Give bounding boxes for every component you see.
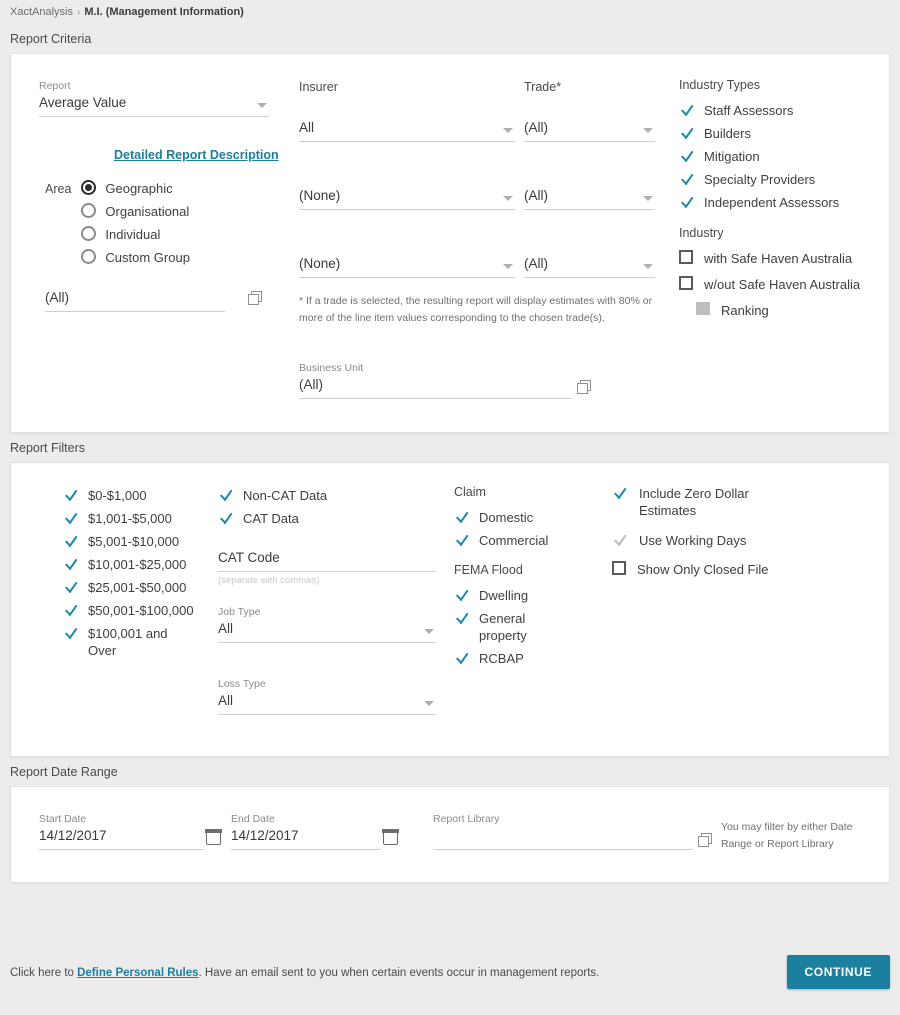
industry-type-label: Independent Assessors bbox=[704, 195, 840, 210]
chevron-down-icon bbox=[503, 264, 513, 269]
insurer-label: Insurer bbox=[299, 80, 338, 94]
option-label: Show Only Closed File bbox=[637, 562, 769, 577]
industry-type-label: Builders bbox=[704, 126, 751, 141]
check-icon bbox=[63, 556, 79, 572]
fema-flood-label: FEMA Flood bbox=[454, 563, 523, 577]
footer-text-after: . Have an email sent to you when certain events occur in management reports. bbox=[198, 967, 600, 979]
start-date-group bbox=[39, 813, 204, 850]
calendar-icon[interactable] bbox=[206, 830, 221, 845]
cat-code-placeholder: CAT Code bbox=[218, 550, 280, 565]
define-personal-rules-link[interactable]: Define Personal Rules bbox=[77, 967, 199, 979]
radio-icon bbox=[81, 249, 96, 264]
insurer-value-3: (None) bbox=[299, 256, 341, 271]
report-criteria-title: Report Criteria bbox=[10, 32, 92, 46]
check-icon bbox=[679, 194, 695, 210]
insurer-select-1[interactable] bbox=[299, 118, 515, 142]
amount-filter-label: $1,001-$5,000 bbox=[88, 511, 172, 526]
check-icon bbox=[218, 510, 234, 526]
industry-type-label: Mitigation bbox=[704, 149, 760, 164]
fema-flood-group bbox=[454, 563, 614, 673]
insurer-value-1: All bbox=[299, 120, 315, 135]
checkbox-icon bbox=[612, 561, 626, 575]
industry-item-label: with Safe Haven Australia bbox=[704, 251, 853, 266]
check-icon bbox=[679, 102, 695, 118]
footer bbox=[0, 945, 900, 1015]
area-option-label: Individual bbox=[105, 227, 161, 242]
area-option-organisational[interactable] bbox=[81, 203, 190, 220]
amount-filter-label: $25,001-$50,000 bbox=[88, 580, 187, 595]
radio-icon bbox=[81, 203, 96, 218]
chevron-down-icon bbox=[643, 196, 653, 201]
amount-filter-label: $5,001-$10,000 bbox=[88, 534, 180, 549]
check-icon bbox=[63, 579, 79, 595]
check-icon bbox=[454, 650, 470, 666]
footer-text bbox=[10, 967, 599, 979]
trade-select-2[interactable] bbox=[524, 186, 655, 210]
amount-filter-5[interactable] bbox=[63, 602, 213, 619]
detailed-report-description-link[interactable]: Detailed Report Description bbox=[114, 148, 279, 162]
fema-general-property[interactable] bbox=[454, 610, 564, 644]
check-icon bbox=[63, 625, 79, 641]
industry-label: Industry bbox=[679, 226, 724, 240]
trade-value-2: (All) bbox=[524, 188, 548, 203]
chevron-down-icon bbox=[503, 128, 513, 133]
trade-label: Trade* bbox=[524, 80, 562, 94]
amount-filter-6[interactable] bbox=[63, 625, 183, 659]
industry-without-safe-haven[interactable] bbox=[679, 276, 889, 293]
area-radio-list bbox=[81, 180, 190, 272]
chevron-down-icon bbox=[643, 128, 653, 133]
loss-type-label: Loss Type bbox=[218, 678, 266, 690]
cat-filter-non-cat[interactable] bbox=[218, 487, 438, 504]
amount-filter-label: $0-$1,000 bbox=[88, 488, 147, 503]
industry-types-label: Industry Types bbox=[679, 78, 761, 92]
end-date-input[interactable] bbox=[231, 826, 381, 850]
radio-icon bbox=[81, 180, 96, 195]
claim-label: Claim bbox=[454, 485, 486, 499]
amount-filter-1[interactable] bbox=[63, 510, 213, 527]
amount-filter-label: $10,001-$25,000 bbox=[88, 557, 187, 572]
start-date-label: Start Date bbox=[39, 813, 87, 825]
checkbox-icon bbox=[679, 250, 693, 264]
check-icon bbox=[63, 602, 79, 618]
industry-type-label: Staff Assessors bbox=[704, 103, 794, 118]
job-type-group bbox=[218, 606, 436, 643]
industry-type-builders[interactable] bbox=[679, 125, 879, 142]
trade-value-3: (All) bbox=[524, 256, 548, 271]
job-type-value: All bbox=[218, 621, 234, 636]
business-unit-field[interactable] bbox=[299, 375, 572, 399]
insurer-value-2: (None) bbox=[299, 188, 341, 203]
copy-icon[interactable] bbox=[698, 833, 713, 848]
start-date-input[interactable] bbox=[39, 826, 204, 850]
claim-group bbox=[454, 485, 634, 555]
area-option-custom-group[interactable] bbox=[81, 249, 190, 266]
trade-select-3[interactable] bbox=[524, 254, 655, 278]
cat-code-group bbox=[218, 548, 436, 586]
end-date-label: End Date bbox=[231, 813, 275, 825]
report-filters-card bbox=[10, 462, 890, 757]
industry-ranking[interactable] bbox=[695, 302, 889, 319]
fema-item-label: Dwelling bbox=[479, 588, 529, 603]
area-option-geographic[interactable] bbox=[81, 180, 190, 197]
checkbox-icon bbox=[696, 302, 710, 315]
end-date-value: 14/12/2017 bbox=[231, 828, 299, 843]
amount-filter-3[interactable] bbox=[63, 556, 213, 573]
continue-button[interactable]: CONTINUE bbox=[787, 955, 890, 989]
industry-types-group bbox=[679, 78, 879, 217]
area-option-label: Organisational bbox=[105, 204, 190, 219]
industry-item-label: w/out Safe Haven Australia bbox=[704, 277, 861, 292]
area-value: (All) bbox=[45, 290, 69, 305]
insurer-select-3[interactable] bbox=[299, 254, 515, 278]
check-icon bbox=[63, 510, 79, 526]
check-icon bbox=[63, 533, 79, 549]
amount-filter-label: $50,001-$100,000 bbox=[88, 603, 194, 618]
industry-type-mitigation[interactable] bbox=[679, 148, 879, 165]
check-icon bbox=[679, 148, 695, 164]
filter-options-group bbox=[612, 485, 842, 584]
claim-commercial[interactable] bbox=[454, 532, 634, 549]
check-icon bbox=[612, 485, 628, 501]
loss-type-select[interactable] bbox=[218, 691, 436, 715]
business-unit-label: Business Unit bbox=[299, 362, 364, 374]
area-option-label: Geographic bbox=[105, 181, 173, 196]
start-date-value: 14/12/2017 bbox=[39, 828, 107, 843]
chevron-down-icon bbox=[503, 196, 513, 201]
area-option-label: Custom Group bbox=[105, 250, 190, 265]
loss-type-group bbox=[218, 678, 436, 715]
trade-note: * If a trade is selected, the resulting report will display estimates with 80% or more of the line item values corresponding to the chosen trade(s). bbox=[299, 295, 653, 324]
breadcrumb-separator-icon: › bbox=[76, 7, 81, 18]
industry-type-staff-assessors[interactable] bbox=[679, 102, 879, 119]
option-label: Include Zero Dollar Estimates bbox=[639, 486, 749, 518]
option-show-only-closed-file[interactable] bbox=[612, 561, 842, 578]
check-icon bbox=[454, 509, 470, 525]
trade-group bbox=[524, 80, 655, 278]
fema-dwelling[interactable] bbox=[454, 587, 614, 604]
industry-type-specialty-providers[interactable] bbox=[679, 171, 879, 188]
cat-code-hint: (separate with commas) bbox=[218, 575, 320, 586]
report-date-range-title: Report Date Range bbox=[10, 765, 118, 779]
copy-icon[interactable] bbox=[248, 291, 263, 306]
cat-filter-group bbox=[218, 487, 438, 533]
claim-item-label: Domestic bbox=[479, 510, 534, 525]
report-library-label: Report Library bbox=[433, 813, 500, 825]
business-unit-value: (All) bbox=[299, 377, 323, 392]
option-label: Use Working Days bbox=[639, 533, 747, 548]
copy-icon[interactable] bbox=[577, 380, 592, 395]
job-type-label: Job Type bbox=[218, 606, 261, 618]
breadcrumb bbox=[0, 0, 900, 24]
check-icon bbox=[454, 610, 470, 626]
chevron-down-icon bbox=[643, 264, 653, 269]
amount-filter-label: $100,001 and Over bbox=[88, 626, 168, 658]
end-date-group bbox=[231, 813, 381, 850]
chevron-down-icon bbox=[257, 103, 267, 108]
area-option-individual[interactable] bbox=[81, 226, 190, 243]
report-value: Average Value bbox=[39, 95, 127, 110]
industry-type-independent-assessors[interactable] bbox=[679, 194, 879, 211]
checkbox-icon bbox=[679, 276, 693, 290]
calendar-icon[interactable] bbox=[383, 830, 398, 845]
breadcrumb-current: M.I. (Management Information) bbox=[84, 6, 244, 18]
loss-type-value: All bbox=[218, 693, 234, 708]
insurer-group bbox=[299, 80, 515, 278]
report-select-group bbox=[39, 80, 269, 117]
cat-filter-cat[interactable] bbox=[218, 510, 438, 527]
chevron-down-icon bbox=[424, 701, 434, 706]
chevron-down-icon bbox=[424, 629, 434, 634]
claim-domestic[interactable] bbox=[454, 509, 634, 526]
check-icon bbox=[63, 487, 79, 503]
report-date-range-card bbox=[10, 786, 890, 883]
report-filters-title: Report Filters bbox=[10, 441, 86, 455]
fema-item-label: General property bbox=[479, 611, 527, 643]
check-icon bbox=[454, 532, 470, 548]
claim-item-label: Commercial bbox=[479, 533, 549, 548]
fema-item-label: RCBAP bbox=[479, 651, 524, 666]
amount-filter-4[interactable] bbox=[63, 579, 213, 596]
fema-rcbap[interactable] bbox=[454, 650, 614, 667]
date-range-note: You may filter by either Date Range or Report Library bbox=[721, 821, 853, 850]
check-icon bbox=[218, 487, 234, 503]
cat-filter-label: CAT Data bbox=[243, 511, 299, 526]
detailed-report-description-link-wrap bbox=[114, 146, 279, 164]
industry-type-label: Specialty Providers bbox=[704, 172, 816, 187]
report-label: Report bbox=[39, 80, 71, 92]
trade-select-1[interactable] bbox=[524, 118, 655, 142]
check-icon bbox=[612, 532, 628, 548]
area-value-field[interactable] bbox=[45, 288, 225, 312]
trade-value-1: (All) bbox=[524, 120, 548, 135]
insurer-select-2[interactable] bbox=[299, 186, 515, 210]
industry-with-safe-haven[interactable] bbox=[679, 250, 889, 267]
radio-icon bbox=[81, 226, 96, 241]
report-criteria-card bbox=[10, 53, 890, 433]
business-unit-group bbox=[299, 362, 572, 399]
industry-item-label: Ranking bbox=[721, 303, 769, 318]
footer-text-before: Click here to bbox=[10, 967, 78, 979]
check-icon bbox=[679, 171, 695, 187]
cat-filter-label: Non-CAT Data bbox=[243, 488, 328, 503]
check-icon bbox=[679, 125, 695, 141]
report-library-input[interactable] bbox=[433, 826, 693, 850]
area-label: Area bbox=[45, 182, 72, 196]
report-select[interactable] bbox=[39, 93, 269, 117]
report-library-value bbox=[433, 826, 693, 846]
job-type-select[interactable] bbox=[218, 619, 436, 643]
option-include-zero-dollar[interactable] bbox=[612, 485, 792, 519]
report-library-group bbox=[433, 813, 693, 850]
option-use-working-days[interactable] bbox=[612, 532, 842, 549]
area-group bbox=[45, 180, 275, 272]
check-icon bbox=[454, 587, 470, 603]
cat-code-input[interactable] bbox=[218, 548, 436, 572]
industry-group bbox=[679, 226, 889, 325]
amount-filter-group bbox=[63, 487, 213, 665]
amount-filter-2[interactable] bbox=[63, 533, 213, 550]
breadcrumb-root[interactable]: XactAnalysis bbox=[10, 6, 73, 18]
amount-filter-0[interactable] bbox=[63, 487, 213, 504]
